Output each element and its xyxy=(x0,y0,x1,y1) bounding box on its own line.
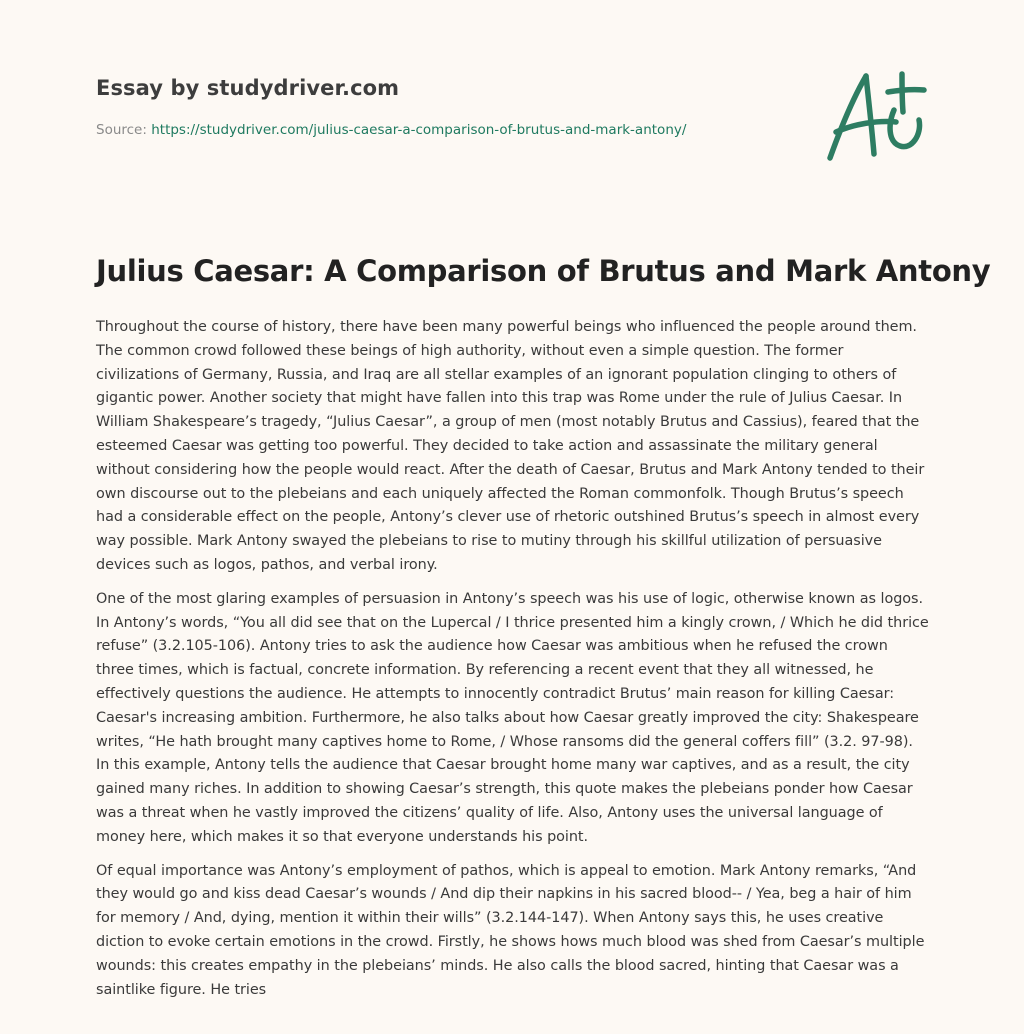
essay-title: Julius Caesar: A Comparison of Brutus and Mark Antony xyxy=(96,254,991,288)
essay-body xyxy=(96,316,930,1012)
source-label: Source: xyxy=(96,122,147,138)
source-link[interactable]: https://studydriver.com/julius-caesar-a-comparison-of-brutus-and-mark-antony/ xyxy=(151,122,687,138)
a-plus-logo-icon xyxy=(822,68,932,164)
paragraph: Of equal importance was Antony’s employment of pathos, which is appeal to emotion. Mark Antony remarks, “And they would go and kiss dead Caesar’s wounds / And dip their napkins in his sacred blood-- / Yea, beg a hair of him for memory / And, dying, mention it within their wills” (3.2.144-147). When Antony says this, he uses creative diction to evoke certain emotions in the crowd. Firstly, he shows hows much blood was shed from Caesar’s multiple wounds: this creates empathy in the plebeians’ minds. He also calls the blood sacred, hinting that Caesar was a saintlike figure. He tries xyxy=(96,862,925,998)
source-line xyxy=(96,122,796,138)
site-brand: Essay by studydriver.com xyxy=(96,76,400,100)
paragraph: Throughout the course of history, there have been many powerful beings who influenced the people around them. The common crowd followed these beings of high authority, without even a simple question. The former civilizations of Germany, Russia, and Iraq are all stellar examples of an ignorant population clinging to others of gigantic power. Another society that might have fallen into this trap was Rome under the rule of Julius Caesar. In William Shakespeare’s tragedy, “Julius Caesar”, a group of men (most notably Brutus and Cassius), feared that the esteemed Caesar was getting too powerful. They decided to take action and assassinate the military general without considering how the people would react. After the death of Caesar, Brutus and Mark Antony tended to their own discourse out to the plebeians and each uniquely affected the Roman commonfolk. Though Brutus’s speech had a considerable effect on the people, Antony’s clever use of rhetoric outshined Brutus’s speech in almost every way possible. Mark Antony swayed the plebeians to rise to mutiny through his skillful utilization of persuasive devices such as logos, pathos, and verbal irony. xyxy=(96,319,925,573)
essay-header xyxy=(96,76,796,138)
paragraph: One of the most glaring examples of persuasion in Antony’s speech was his use of logic, otherwise known as logos. In Antony’s words, “You all did see that on the Lupercal / I thrice presented him a kingly crown, / Which he did thrice refuse” (3.2.105-106). Antony tries to ask the audience how Caesar was ambitious when he refused the crown three times, which is factual, concrete information. By referencing a recent event that they all witnessed, he effectively questions the audience. He attempts to innocently contradict Brutus’ main reason for killing Caesar: Caesar's increasing ambition. Furthermore, he also talks about how Caesar greatly improved the city: Shakespeare writes, “He hath brought many captives home to Rome, / Whose ransoms did the general coffers fill” (3.2. 97-98). In this example, Antony tells the audience that Caesar brought home many war captives, and as a result, the city gained many riches. In addition to showing Caesar’s strength, this quote makes the plebeians ponder how Caesar was a threat when he vastly improved the citizens’ quality of life. Also, Antony uses the universal language of money here, which makes it so that everyone understands his point. xyxy=(96,590,929,845)
